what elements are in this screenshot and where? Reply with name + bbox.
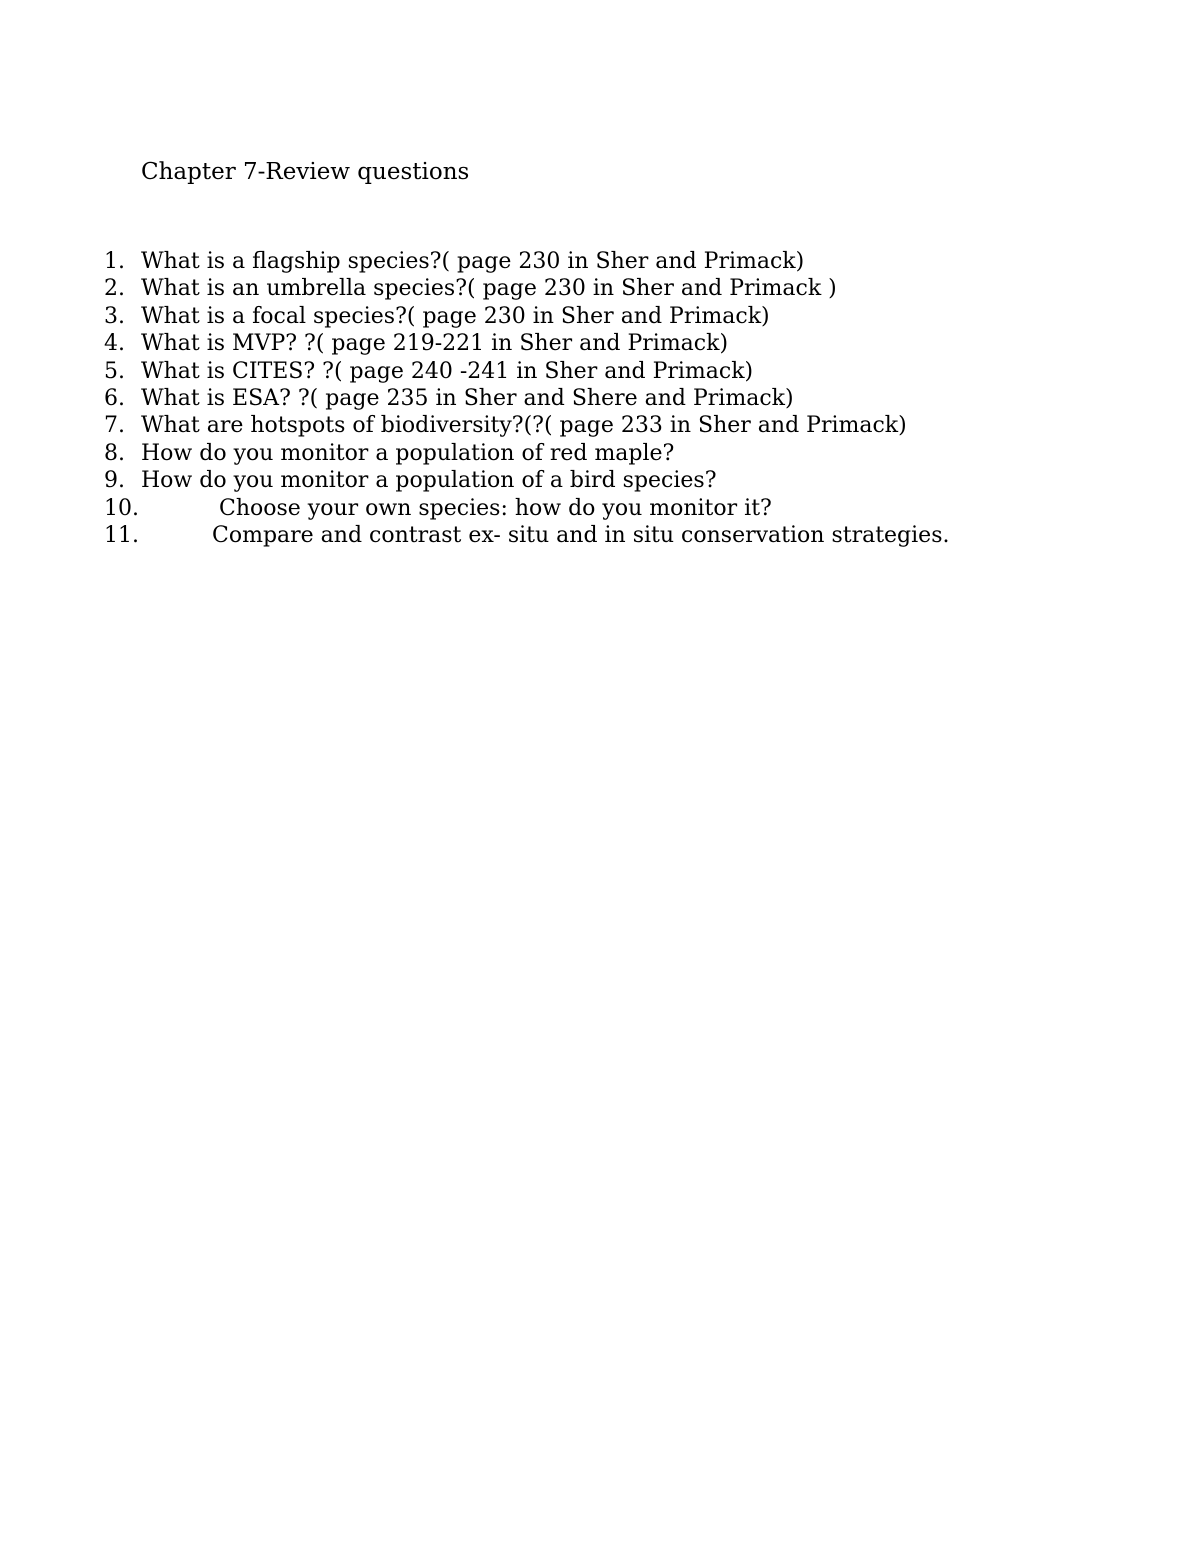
- question-item: [104, 248, 1164, 275]
- question-text: Choose your own species: how do you monitor it?: [219, 495, 772, 521]
- question-text: What is a focal species?( page 230 in Sher and Primack): [141, 303, 770, 329]
- question-number: 4.: [104, 331, 125, 357]
- question-number: 7.: [104, 413, 125, 439]
- question-item: [104, 385, 1164, 412]
- question-text: What is MVP? ?( page 219-221 in Sher and Primack): [141, 331, 729, 357]
- question-item: [104, 358, 1164, 385]
- question-list: [104, 248, 1164, 549]
- question-item: [104, 467, 1164, 494]
- question-item: [104, 330, 1164, 357]
- question-text: What is CITES? ?( page 240 -241 in Sher and Primack): [141, 358, 754, 384]
- question-text: What are hotspots of biodiversity?(?( page 233 in Sher and Primack): [141, 413, 907, 439]
- question-number: 3.: [104, 303, 125, 329]
- question-number: 11.: [104, 522, 139, 548]
- question-number: 1.: [104, 249, 125, 274]
- question-item: [104, 275, 1164, 302]
- question-number: 9.: [104, 468, 125, 494]
- question-number: 5.: [104, 358, 125, 384]
- question-item: [104, 303, 1164, 330]
- question-text: What is ESA? ?( page 235 in Sher and Shere and Primack): [141, 385, 794, 411]
- question-text: What is an umbrella species?( page 230 in Sher and Primack ): [141, 276, 837, 302]
- question-item: [104, 495, 1164, 522]
- question-text: How do you monitor a population of red maple?: [141, 440, 675, 466]
- question-number: 2.: [104, 276, 125, 302]
- question-number: 8.: [104, 440, 125, 466]
- question-number: 10.: [104, 495, 139, 521]
- question-item: [104, 440, 1164, 467]
- question-item: [104, 412, 1164, 439]
- question-text: Compare and contrast ex- situ and in situ conservation strategies.: [212, 522, 950, 548]
- question-text: What is a flagship species?( page 230 in Sher and Primack): [141, 249, 805, 274]
- document-title: Chapter 7-Review questions: [141, 159, 470, 185]
- question-number: 6.: [104, 385, 125, 411]
- question-text: How do you monitor a population of a bird species?: [141, 468, 717, 494]
- question-item: [104, 522, 1164, 549]
